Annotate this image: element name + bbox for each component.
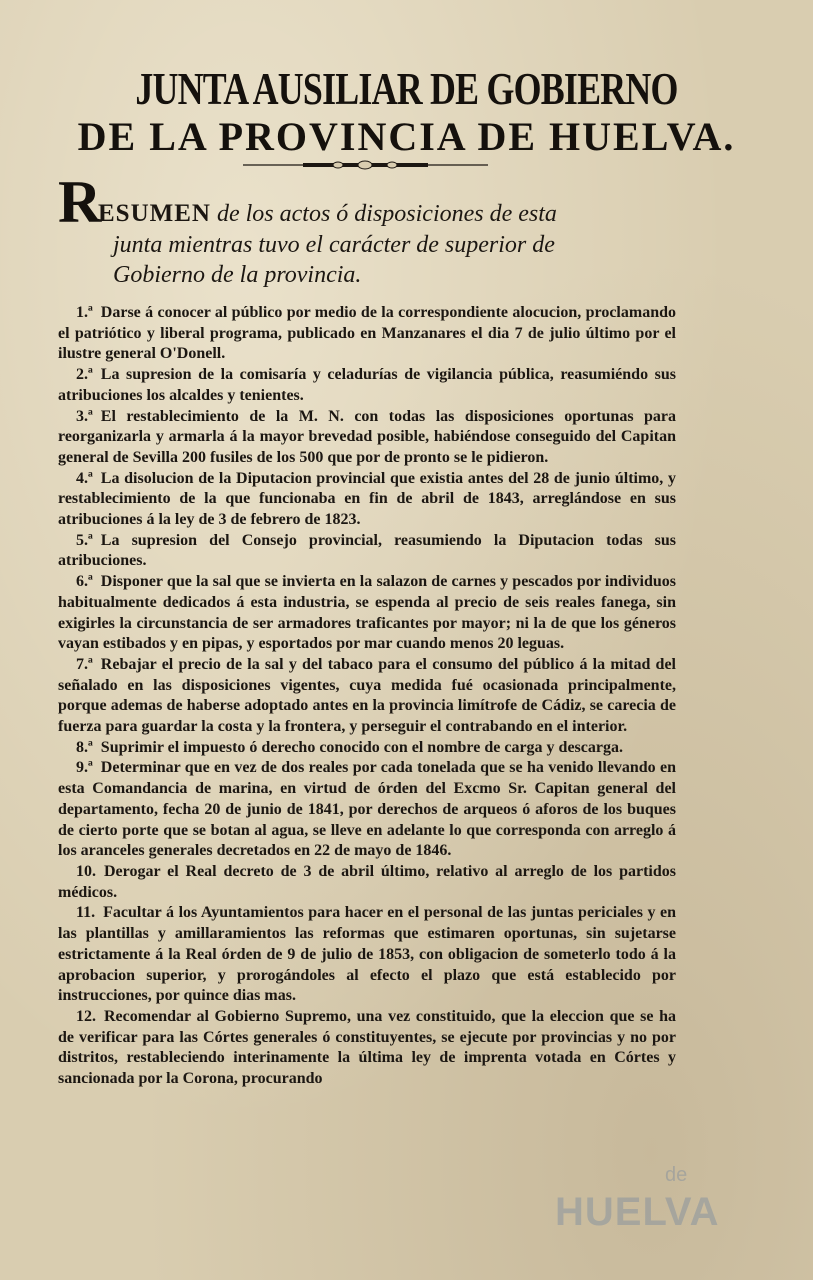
- item-number: 9.ª: [76, 759, 93, 777]
- item-number: 10.: [76, 862, 96, 880]
- item-text: Determinar que en vez de dos reales por cada tonelada que se ha venido llevando en esta Comandancia de marina, en virtud de órden del Excmo Sr. Capitan general del departamento, fecha 20 de junio de 1841, por derechos de arqueos ó aforos de los buques de cierto porte que se botan al agua, se lleve en adelante lo que corresponda con arreglo á los aranceles generales decretados en 22 de mayo de 1846.: [58, 759, 676, 860]
- title-line-2: DE LA PROVINCIA DE HUELVA.: [77, 114, 736, 159]
- list-item: [58, 531, 676, 572]
- watermark-text: HUELVA: [555, 1190, 720, 1234]
- list-item: [58, 303, 676, 365]
- archive-watermark: [520, 1160, 750, 1260]
- item-text: Suprimir el impuesto ó derecho conocido con el nombre de carga y descarga.: [100, 738, 623, 756]
- item-text: Derogar el Real decreto de 3 de abril último, relativo al arreglo de los partidos médicos.: [58, 862, 676, 901]
- summary-heading: [58, 169, 678, 292]
- ornamental-rule: [243, 160, 488, 170]
- heading-first-word: ESUMEN: [98, 200, 211, 227]
- item-number: 2.ª: [76, 366, 93, 384]
- heading-line-1: [98, 200, 557, 228]
- item-number: 1.ª: [76, 304, 93, 321]
- item-number: 5.ª: [76, 531, 93, 549]
- list-item: [58, 738, 676, 759]
- title-line-1: JUNTA AUSILIAR DE GOBIERNO: [135, 63, 678, 114]
- drop-cap: R: [58, 169, 102, 235]
- list-item: [58, 758, 676, 862]
- item-text: La disolucion de la Diputacion provincial que existia antes del 28 de junio último, y restablecimiento de la que funcionaba en fin de abril de 1843, arreglándose en sus atribuciones á la ley de 3 de febrero de 1823.: [58, 469, 676, 529]
- item-text: Rebajar el precio de la sal y del tabaco para el consumo del público á la mitad del señalado en las disposiciones vigentes, cuya medida fué ocasionada principalmente, porque ademas de haberse adoptado antes en la provincia limítrofe de Cádiz, se carecia de fuerza para guardar la costa y la frontera, y perseguir el contrabando en el interior.: [58, 655, 676, 736]
- resolutions-list: [58, 303, 676, 1090]
- list-item: [58, 407, 676, 469]
- item-text: Darse á conocer al público por medio de la correspondiente alocucion, proclamando el patriótico y liberal programa, publicado en Manzanares el dia 7 de julio último por el ilustre general O'Donell.: [58, 304, 676, 363]
- list-item: [58, 903, 676, 1007]
- item-text: El restablecimiento de la M. N. con todas las disposiciones oportunas para reorganizarla y armarla á la mayor brevedad posible, habiéndose conseguido del Capitan general de Sevilla 200 fusiles de los 500 que por de pronto se le pidieron.: [58, 407, 676, 466]
- item-text: La supresion de la comisaría y celadurías de vigilancia pública, reasumiéndo sus atribuciones los alcaldes y tenientes.: [58, 366, 676, 404]
- item-number: 7.ª: [76, 655, 93, 673]
- item-number: 4.ª: [76, 469, 93, 487]
- heading-line-1-rest: de los actos ó disposiciones de esta: [216, 201, 557, 227]
- heading-line-2: junta mientras tuvo el carácter de superior de: [113, 232, 555, 258]
- list-item: [58, 1007, 676, 1090]
- item-number: 6.ª: [76, 573, 93, 591]
- item-text: Disponer que la sal que se invierta en la salazon de carnes y pescados por individuos habitualmente dedicados á esta industria, se espenda al precio de seis reales fanega, sin exigirles la circunstancia de ser armadores traficantes por mayor; ni la de que los géneros vayan estibados y en pipas, y esportados por mar cuando menos 20 leguas.: [58, 573, 676, 653]
- watermark-small-text: de: [665, 1164, 688, 1186]
- item-text: Facultar á los Ayuntamientos para hacer en el personal de las juntas periciales y en las plantillas y amillaramientos las reformas que estimaren oportunas, sin sujetarse estrictamente á la Real órden de 9 de julio de 1853, con obligacion de someterlo todo á la aprobacion superior, y prorogándoles al efecto el plazo que está establecido por instrucciones, por quince dias mas.: [58, 904, 676, 1005]
- list-item: [58, 469, 676, 531]
- list-item: [58, 862, 676, 903]
- list-item: [58, 572, 676, 655]
- item-number: 3.ª: [76, 407, 93, 425]
- item-text: La supresion del Consejo provincial, reasumiendo la Diputacion todas sus atribuciones.: [58, 531, 676, 570]
- item-text: Recomendar al Gobierno Supremo, una vez constituido, que la eleccion que se ha de verificar para las Córtes generales ó constituyentes, se ejecute por provincias y no por distritos, restableciendo interinamente la última ley de imprenta votada en Córtes y sancionada por la Corona, procurando: [58, 1007, 676, 1088]
- list-item: [58, 365, 676, 406]
- item-number: 12.: [76, 1007, 96, 1025]
- item-number: 8.ª: [76, 738, 93, 756]
- heading-line-3: Gobierno de la provincia.: [113, 262, 362, 288]
- item-number: 11.: [76, 904, 96, 922]
- list-item: [58, 655, 676, 738]
